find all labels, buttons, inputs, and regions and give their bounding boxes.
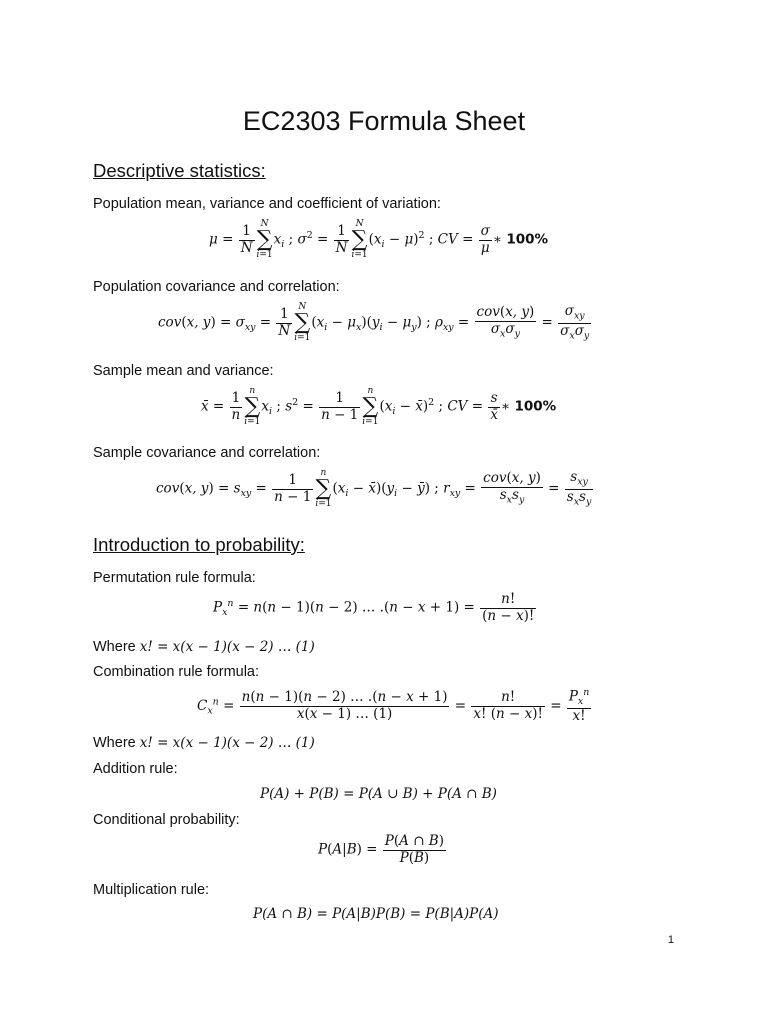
section-heading-introduction-to-probability: Introduction to probability: <box>93 534 305 555</box>
label-multiplication-rule: Multiplication rule: <box>93 882 210 898</box>
where-label: Where <box>93 735 136 751</box>
label-conditional-probability: Conditional probability: <box>93 812 240 828</box>
label-sample-covariance: Sample covariance and correlation: <box>93 445 321 461</box>
where-label: Where <box>93 639 136 655</box>
formula-population-covariance-correlation: cov(x, $y) = \sigma_{xy}$ = $\frac{1}{N}$ N ∑ i=1 $(x_i - \mu_x)(y_i - \mu_y)$ ; $\rho_{xy}$ = cov(x, y) $\sigma_x\sigma_y$ = $\sigma_{xy}$ $\sigma_x\sigma_y$ <box>158 302 590 343</box>
factorial-definition: x! = x(x − 1)(x − 2) … (1) <box>139 639 315 655</box>
label-sample-mean: Sample mean and variance: <box>93 363 274 379</box>
formula-sample-covariance-correlation: cov(x, $y) = s_{xy}$ = $\frac{1}{n - 1}$ n ∑ i=1 ($x_i$ − $x̄)(y_i$ − ȳ) ; $r_{xy}$ = cov(x, y) $s_xs_y$ = $s_{xy}$ $s_xs_y$ <box>156 468 592 509</box>
formula-addition-rule: P(A) + P(B) = P(A ∪ B) + P(A ∩ B) <box>260 786 497 802</box>
formula-population-mean-variance-cv: μ = $\frac{1}{N}$ N ∑ i=1 $x_i$ ; $\sigma^2$ = $\frac{1}{N}$ N ∑ i=1 $(x_i - \mu)^2$ ; CV = $\frac{\sigma}{\mu}$ ∗ 100% <box>209 219 549 260</box>
label-combination-rule: Combination rule formula: <box>93 664 260 680</box>
where-factorial-1 <box>93 639 315 655</box>
factorial-definition: x! = x(x − 1)(x − 2) … (1) <box>139 735 315 751</box>
label-permutation-rule: Permutation rule formula: <box>93 570 256 586</box>
formula-conditional-probability: P(A|B) = $\frac{P(A \cap B)}{P(B)}$ <box>318 833 445 866</box>
label-population-mean: Population mean, variance and coefficient of variation: <box>93 196 441 212</box>
formula-sample-mean-variance-cv: x̄ = $\frac{1}{n}$ n ∑ i=1 $x_i$ ; $s^2$ = $\frac{1}{n - 1}$ n ∑ i=1 ($x_i$ − x̄)$^2$ ; CV = $\frac{s}{x̄}$ ∗ 100% <box>201 386 557 427</box>
formula-combination: $C_x^n$ = $\frac{n(n - 1)(n - 2) \dots .(n - x + 1)}{x(x - 1) \dots (1)}$ = $\frac{n!}{x! (n - x)!}$ = $P_x^n$ x! <box>197 687 590 725</box>
page-title: EC2303 Formula Sheet <box>242 106 526 136</box>
label-addition-rule: Addition rule: <box>93 761 178 777</box>
formula-multiplication-rule: P(A ∩ B) = P(A|B)P(B) = P(B|A)P(A) <box>253 906 499 922</box>
section-heading-descriptive-statistics: Descriptive statistics: <box>93 160 266 181</box>
page-number: 1 <box>667 934 674 946</box>
label-population-covariance: Population covariance and correlation: <box>93 279 340 295</box>
where-factorial-2 <box>93 735 315 751</box>
formula-permutation: $P_x^n = n(n - 1)(n - 2)$ … .(n − x + 1) = $\frac{n!}{(n - x)!}$ <box>213 591 535 624</box>
